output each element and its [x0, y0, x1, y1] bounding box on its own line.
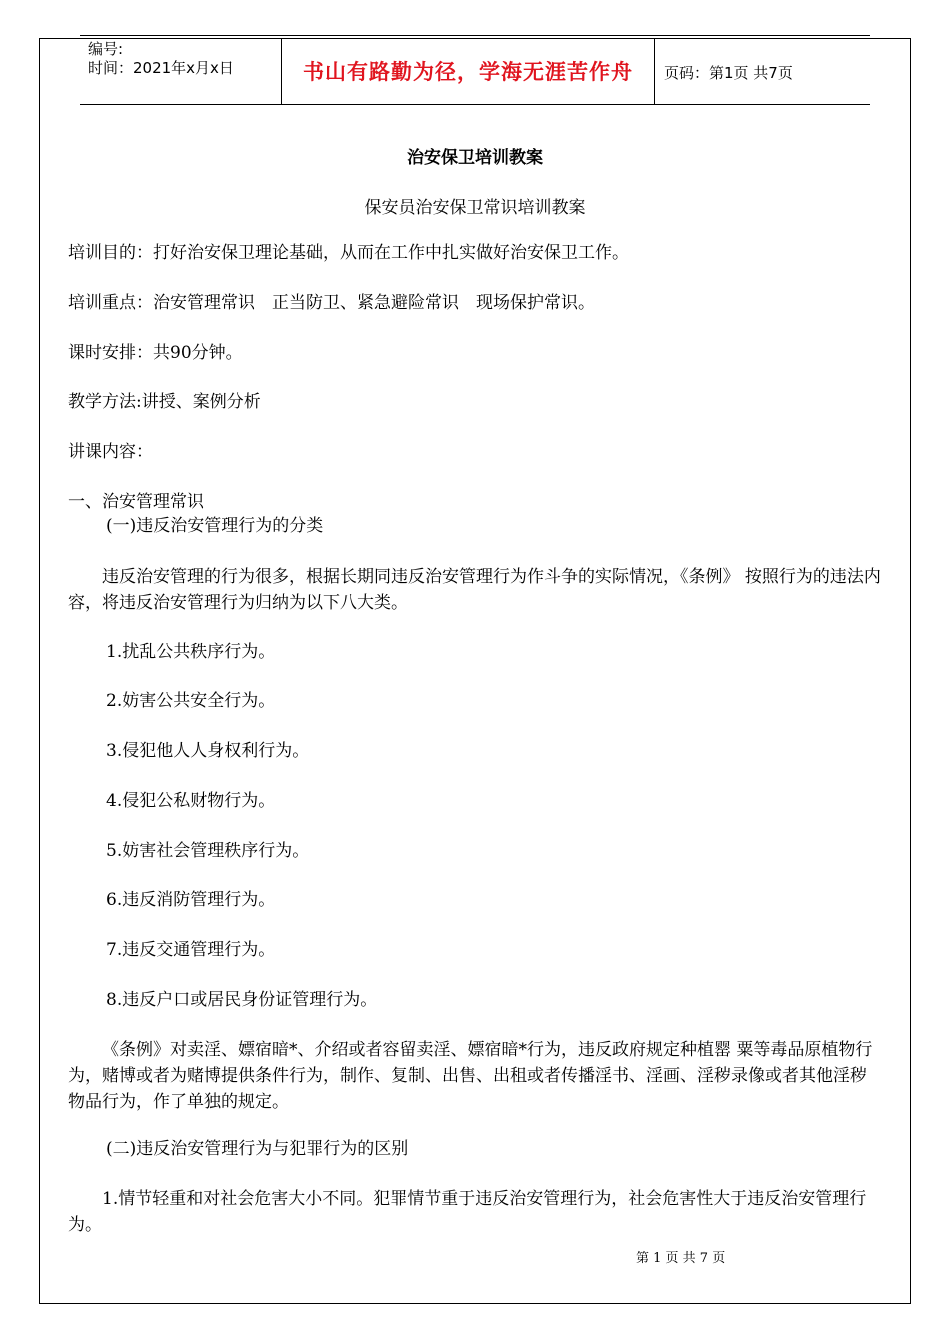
list-item: 6.违反消防管理行为。	[106, 890, 276, 910]
doc-title: 治安保卫培训教案	[407, 148, 543, 168]
teaching-method: 教学方法:讲授、案例分析	[68, 392, 261, 412]
section-1-1-heading: (一)违反治安管理行为的分类	[106, 516, 324, 536]
date-label: 时间：2021年x月x日	[88, 59, 234, 77]
content-label: 讲课内容：	[68, 442, 153, 462]
paragraph-1: 违反治安管理的行为很多，根据长期同违反治安管理行为作斗争的实际情况，《条例》 按照行为的违法内容，将违反治安管理行为归纳为以下八大类。	[68, 567, 881, 613]
training-focus: 培训重点：治安管理常识 正当防卫、紧急避险常识 现场保护常识。	[68, 293, 595, 313]
number-label: 编号:	[88, 40, 124, 58]
header-motto: 书山有路勤为径，学海无涯苦作舟	[281, 38, 655, 104]
list-item: 1.扰乱公共秩序行为。	[106, 642, 276, 662]
list-item: 7.违反交通管理行为。	[106, 940, 276, 960]
list-item: 5.妨害社会管理秩序行为。	[106, 841, 310, 861]
header-bottom-rule	[80, 104, 870, 105]
paragraph-2: 《条例》对卖淫、嫖宿暗*、介绍或者容留卖淫、嫖宿暗*行为，违反政府规定种植罂 粟等毒品原植物行为，赌博或者为赌博提供条件行为，制作、复制、出售、出租或者传播淫书、淫画、淫秽录像或者其他淫秽物品行为，作了单独的规定。	[68, 1040, 873, 1112]
list-item: 8.违反户口或居民身份证管理行为。	[106, 990, 378, 1010]
list-item: 3.侵犯他人人身权利行为。	[106, 741, 310, 761]
section-1-2-heading: (二)违反治安管理行为与犯罪行为的区别	[106, 1139, 409, 1159]
header-page-info: 页码：第1页 共7页	[664, 64, 793, 82]
header-top-rule	[80, 35, 870, 36]
footer-page-number: 第 1 页 共 7 页	[636, 1251, 726, 1266]
training-hours: 课时安排：共90分钟。	[68, 343, 243, 363]
doc-subtitle: 保安员治安保卫常识培训教案	[364, 198, 586, 218]
training-goal: 培训目的：打好治安保卫理论基础，从而在工作中扎实做好治安保卫工作。	[68, 243, 629, 263]
list-item: 4.侵犯公私财物行为。	[106, 791, 276, 811]
list-item: 2.妨害公共安全行为。	[106, 691, 276, 711]
paragraph-3: 1.情节轻重和对社会危害大小不同。犯罪情节重于违反治安管理行为，社会危害性大于违反治安管理行为。	[68, 1189, 867, 1235]
section-1-heading: 一、治安管理常识	[68, 492, 204, 512]
header-meta	[88, 40, 278, 78]
